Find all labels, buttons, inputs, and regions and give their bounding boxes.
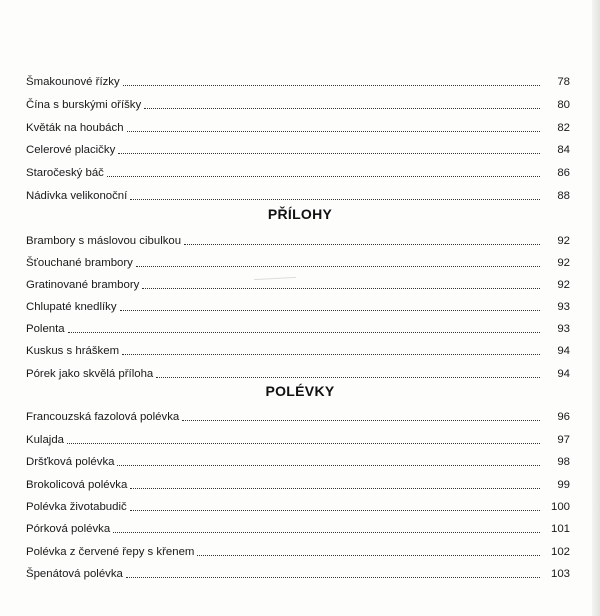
toc-entry[interactable] <box>26 96 570 112</box>
toc-entry-page: 96 <box>557 411 570 423</box>
page-spine-shadow <box>592 0 600 616</box>
toc-entry[interactable] <box>26 365 570 381</box>
leader-dots <box>182 419 540 421</box>
toc-entry-title: Kuskus s hráškem <box>26 345 120 357</box>
toc-entry[interactable] <box>26 164 570 180</box>
toc-entry-title: Pórek jako skvělá příloha <box>26 368 154 380</box>
toc-entry-title: Polévka životabudič <box>26 501 127 513</box>
toc-entry-title: Květák na houbách <box>26 122 124 134</box>
toc-entry[interactable] <box>26 453 570 469</box>
toc-entry-page: 99 <box>557 479 570 491</box>
toc-entry[interactable] <box>26 476 570 492</box>
leader-dots <box>107 175 540 177</box>
leader-dots <box>113 531 540 533</box>
toc-entry[interactable] <box>26 565 570 581</box>
toc-entry[interactable] <box>26 298 570 314</box>
toc-entry-title: Špenátová polévka <box>26 568 123 580</box>
leader-dots <box>136 265 540 267</box>
toc-entry-page: 92 <box>557 257 570 269</box>
toc-entry-title: Čína s burskými oříšky <box>26 99 142 111</box>
toc-entry[interactable] <box>26 73 570 89</box>
leader-dots <box>144 107 540 109</box>
toc-entry-title: Brambory s máslovou cibulkou <box>26 235 182 247</box>
toc-entry-title: Pórková polévka <box>26 523 111 535</box>
toc-entry[interactable] <box>26 187 570 203</box>
toc-entry-page: 86 <box>557 167 570 179</box>
toc-entry-title: Chlupaté knedlíky <box>26 301 117 313</box>
toc-entry-title: Brokolicová polévka <box>26 479 128 491</box>
toc-entry-page: 84 <box>557 144 570 156</box>
toc-entry-page: 78 <box>557 76 570 88</box>
leader-dots <box>184 243 540 245</box>
toc-entry-title: Gratinované brambory <box>26 279 140 291</box>
toc-entry[interactable] <box>26 320 570 336</box>
toc-entry-page: 93 <box>557 323 570 335</box>
leader-dots <box>117 464 540 466</box>
toc-entry-page: 82 <box>557 122 570 134</box>
toc-entry-page: 88 <box>557 190 570 202</box>
leader-dots <box>122 353 540 355</box>
toc-entry[interactable] <box>26 119 570 135</box>
toc-entry[interactable] <box>26 276 570 292</box>
leader-dots <box>126 576 540 578</box>
leader-dots <box>197 554 540 556</box>
toc-entry-page: 92 <box>557 235 570 247</box>
leader-dots <box>130 198 540 200</box>
toc-entry-page: 80 <box>557 99 570 111</box>
leader-dots <box>123 84 540 86</box>
section-heading-prilohy: PŘÍLOHY <box>267 206 333 222</box>
leader-dots <box>127 130 540 132</box>
toc-entry-title: Šmakounové řízky <box>26 76 120 88</box>
toc-entry-page: 98 <box>557 456 570 468</box>
toc-entry[interactable] <box>26 543 570 559</box>
leader-dots <box>142 287 540 289</box>
toc-entry-title: Francouzská fazolová polévka <box>26 411 180 423</box>
toc-entry-page: 100 <box>550 501 570 513</box>
toc-entry-title: Nádivka velikonoční <box>26 190 128 202</box>
leader-dots <box>130 487 540 489</box>
toc-entry[interactable] <box>26 254 570 270</box>
leader-dots <box>68 331 540 333</box>
toc-entry-page: 94 <box>557 345 570 357</box>
toc-entry-page: 101 <box>550 523 570 535</box>
toc-entry-page: 97 <box>557 434 570 446</box>
leader-dots <box>130 509 540 511</box>
toc-entry-title: Staročeský báč <box>26 167 104 179</box>
toc-entry[interactable] <box>26 408 570 424</box>
leader-dots <box>120 309 540 311</box>
toc-entry[interactable] <box>26 141 570 157</box>
toc-entry[interactable] <box>26 342 570 358</box>
toc-entry-page: 102 <box>550 546 570 558</box>
leader-dots <box>67 442 540 444</box>
toc-entry-page: 93 <box>557 301 570 313</box>
leader-dots <box>118 152 540 154</box>
toc-entry-title: Celerové placičky <box>26 144 116 156</box>
toc-entry-title: Polévka z červené řepy s křenem <box>26 546 195 558</box>
toc-entry-title: Kulajda <box>26 434 64 446</box>
toc-entry-title: Polenta <box>26 323 65 335</box>
toc-entry-title: Dršťková polévka <box>26 456 115 468</box>
toc-entry[interactable] <box>26 498 570 514</box>
toc-entry[interactable] <box>26 431 570 447</box>
toc-entry-page: 94 <box>557 368 570 380</box>
toc-entry[interactable] <box>26 232 570 248</box>
leader-dots <box>156 376 540 378</box>
toc-entry-title: Šťouchané brambory <box>26 257 133 269</box>
toc-entry-page: 92 <box>557 279 570 291</box>
section-heading-polevky: POLÉVKY <box>265 383 335 399</box>
toc-entry-page: 103 <box>550 568 570 580</box>
toc-entry[interactable] <box>26 520 570 536</box>
